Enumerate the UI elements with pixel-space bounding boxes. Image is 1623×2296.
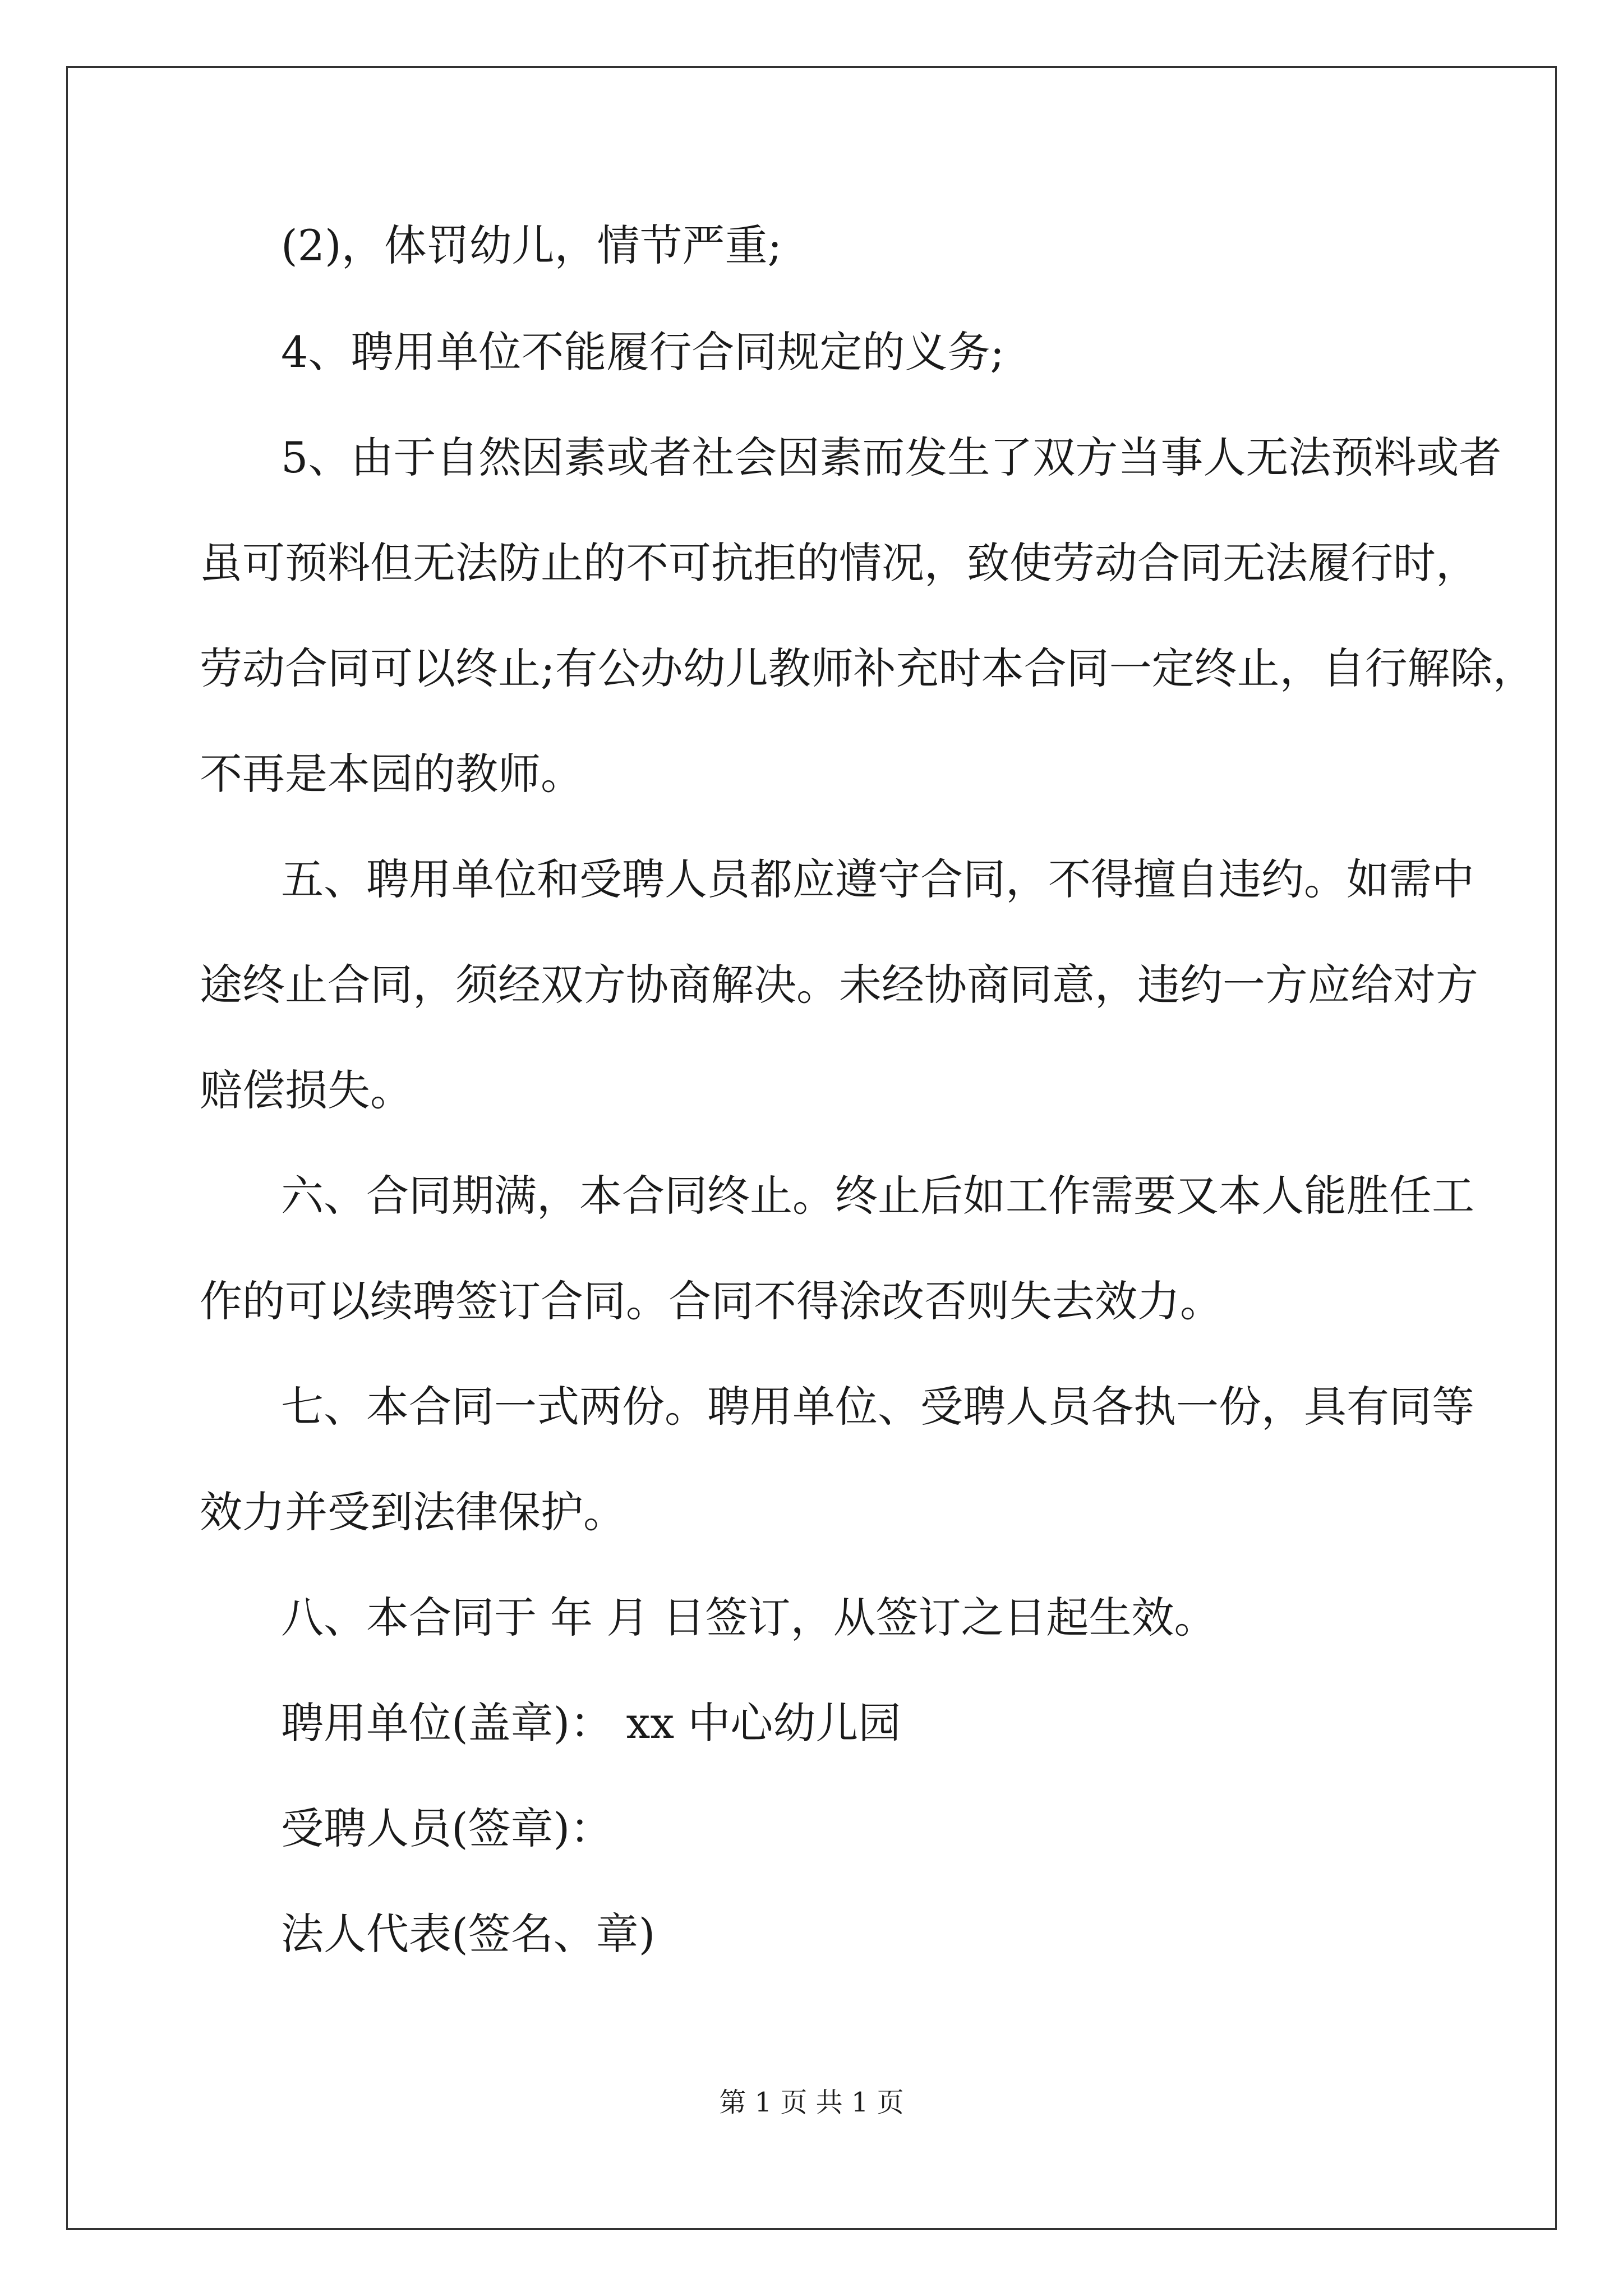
page-border — [66, 66, 1557, 2230]
clause-line: 不再是本园的教师。 — [200, 749, 583, 799]
employee-signature: 受聘人员(签章)： — [281, 1803, 613, 1853]
clause-line: 途终止合同，须经双方协商解决。未经协商同意，违约一方应给对方 — [200, 960, 1478, 1010]
clause-line: 作的可以续聘签订合同。合同不得涂改否则失去效力。 — [200, 1276, 1223, 1326]
clause-line: 赔偿损失。 — [200, 1065, 413, 1115]
legal-representative-signature: 法人代表(签名、章) — [281, 1909, 656, 1959]
clause-line: 效力并受到法律保护。 — [200, 1487, 626, 1537]
clause-line: 虽可预料但无法防止的不可抗拒的情况，致使劳动合同无法履行时， — [200, 538, 1478, 588]
clause-line: (2)，体罚幼儿，情节严重; — [281, 220, 782, 270]
clause-line: 六、合同期满，本合同终止。终止后如工作需要又本人能胜任工 — [281, 1171, 1474, 1221]
page-number-footer: 第 1 页 共 1 页 — [719, 2087, 904, 2118]
clause-line: 八、本合同于 年 月 日签订，从签订之日起生效。 — [281, 1593, 1217, 1642]
clause-line: 七、本合同一式两份。聘用单位、受聘人员各执一份，具有同等 — [281, 1382, 1474, 1432]
clause-line: 五、聘用单位和受聘人员都应遵守合同，不得擅自违约。如需中 — [281, 854, 1474, 904]
clause-line: 劳动合同可以终止;有公办幼儿教师补充时本合同一定终止，自行解除， — [200, 643, 1536, 693]
clause-line: 5、由于自然因素或者社会因素而发生了双方当事人无法预料或者 — [281, 432, 1502, 482]
employer-signature: 聘用单位(盖章)： xx 中心幼儿园 — [281, 1698, 901, 1748]
clause-line: 4、聘用单位不能履行合同规定的义务; — [281, 327, 1004, 377]
